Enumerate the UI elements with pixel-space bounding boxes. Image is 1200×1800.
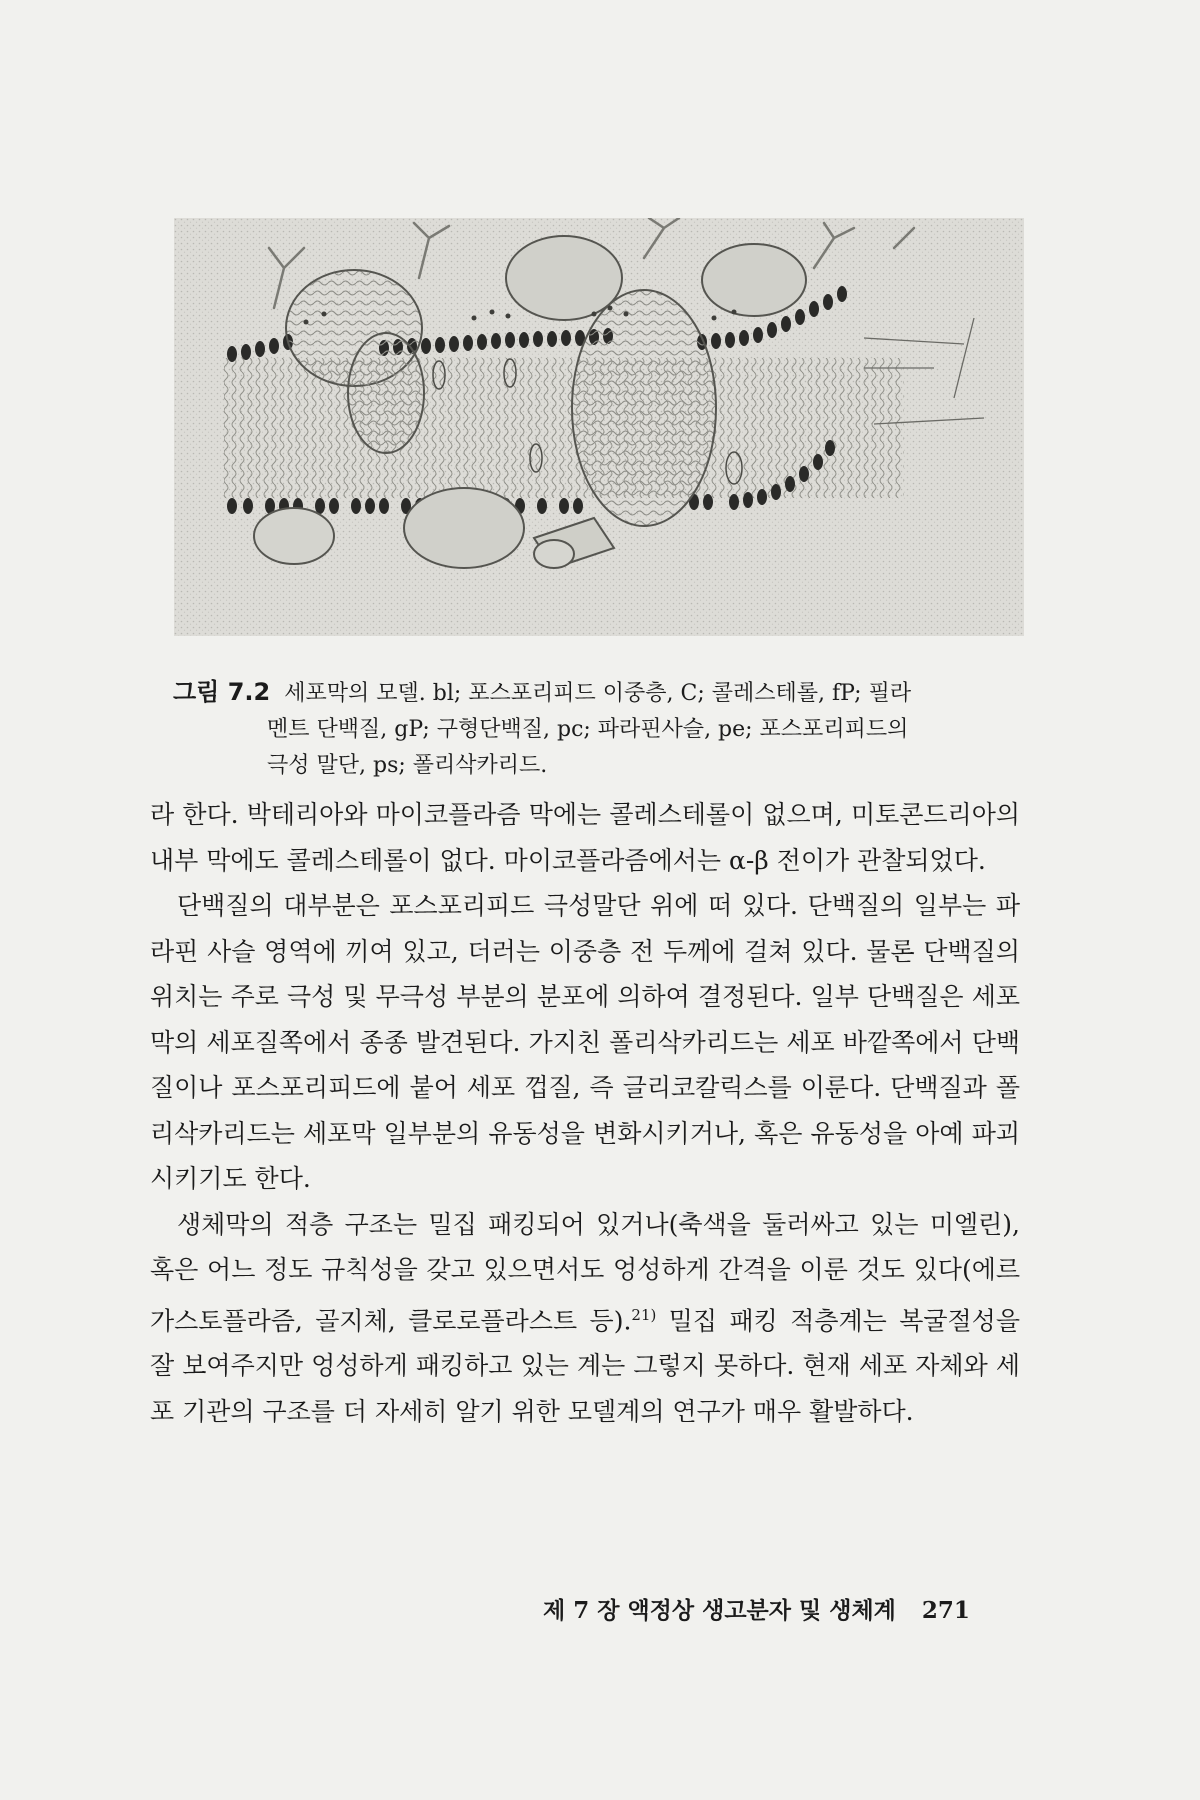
figure-label: 그림 7.2	[173, 678, 271, 706]
body-text	[150, 792, 1020, 1434]
footnote-reference: 21)	[631, 1305, 657, 1324]
paragraph-1: 라 한다. 박테리아와 마이코플라즘 막에는 콜레스테롤이 없으며, 미토콘드리아의 내부 막에도 콜레스테롤이 없다. 마이코플라즘에서는 α-β 전이가 관찰되었다.	[150, 800, 1020, 875]
paragraph-2: 단백질의 대부분은 포스포리피드 극성말단 위에 떠 있다. 단백질의 일부는 파라핀 사슬 영역에 끼여 있고, 더러는 이중층 전 두께에 걸쳐 있다. 물론 단백질의 위치는 주로 극성 및 무극성 부분의 분포에 의하여 결정된다. 일부 단백질은 세포막의 세포질쪽에서 종종 발견된다. 가지친 폴리삭카리드는 세포 바깥쪽에서 단백질이나 포스포리피드에 붙어 세포 껍질, 즉 글리코칼릭스를 이룬다. 단백질과 폴리삭카리드는 세포막 일부분의 유동성을 변화시키거나, 혹은 유동성을 아예 파괴시키기도 한다.	[150, 891, 1020, 1193]
paragraph-3-continued: 밀집 패킹 적층계는 복굴절성을 잘 보여주지만 엉성하게 패킹하고 있는 계는 그렇지 못하다. 현재 세포 자체와 세포 기관의 구조를 더 자세히 알기 위한 모델계의 연구가 매우 활발하다.	[150, 1305, 1020, 1426]
paragraph-3	[150, 1202, 1020, 1435]
membrane-illustration	[174, 218, 1024, 636]
paragraph-3-text: 생체막의 적층 구조는 밀집 패킹되어 있거나(축색을 둘러싸고 있는 미엘린), 혹은 어느 정도 규칙성을 갖고 있으면서도 엉성하게 간격을 이룬 것도 있다(에르가스토플라즘, 골지체, 클로로플라스트 등).	[150, 1209, 1020, 1335]
page-footer	[543, 1592, 1003, 1625]
caption-line-3: 극성 말단, ps; 폴리삭카리드.	[267, 753, 548, 778]
caption-text-1: 세포막의 모델. bl; 포스포리피드 이중층, C; 콜레스테롤, fP; 필라	[284, 681, 912, 706]
page-number: 271	[921, 1597, 970, 1624]
caption-line-1	[173, 674, 1033, 712]
chapter-title: 제 7 장 액정상 생고분자 및 생체계	[543, 1597, 896, 1624]
membrane-model-figure	[174, 218, 1024, 636]
figure-caption	[173, 674, 1033, 784]
caption-line-2: 멘트 단백질, gP; 구형단백질, pc; 파라핀사슬, pe; 포스포리피드의	[267, 717, 909, 742]
